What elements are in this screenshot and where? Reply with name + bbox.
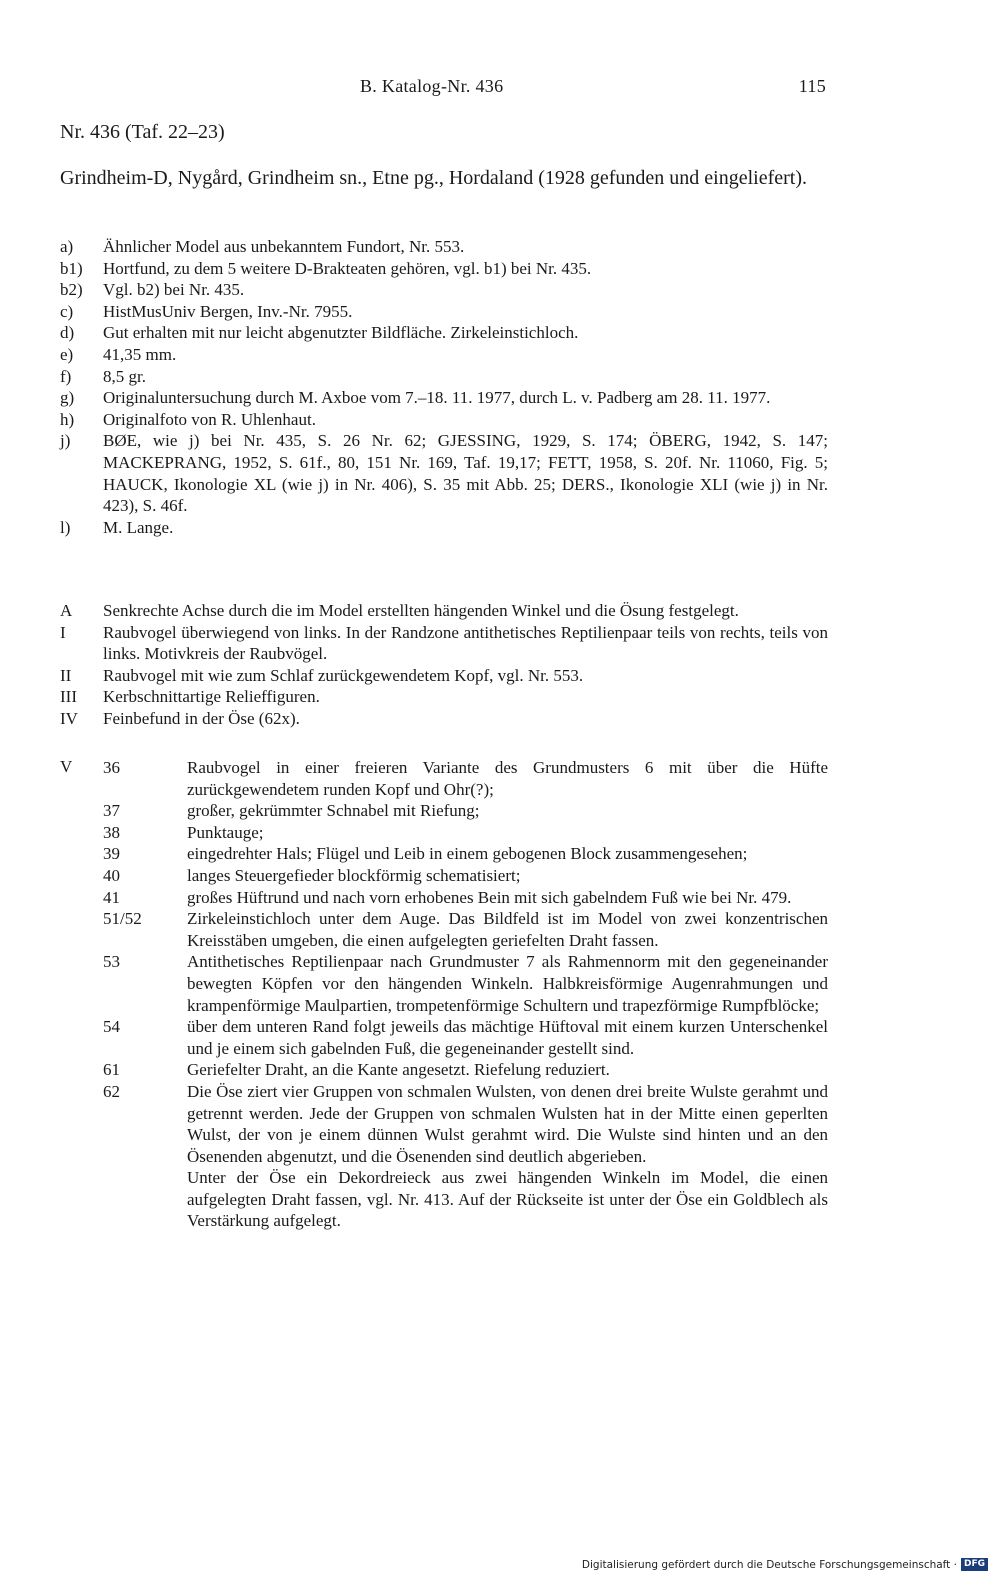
item-label: e) bbox=[60, 344, 74, 364]
metadata-item bbox=[60, 344, 828, 366]
detail-number: 53 bbox=[103, 952, 120, 972]
detail-text: Antithetisches Reptilienpaar nach Grundmuster 7 als Rahmennorm mit den gegeneinander bewegten Köpfen vor den hängenden Winkeln. Halbkreisförmige Augenrahmungen und krampenförmige Maulpartien, trompetenförmige Schultern und trapezförmige Rumpfblöcke; bbox=[187, 952, 828, 1015]
metadata-item bbox=[60, 258, 828, 280]
detail-number: 36 bbox=[103, 758, 120, 777]
item-label: l) bbox=[60, 517, 71, 537]
page-number: 115 bbox=[798, 76, 826, 96]
item-text: Feinbefund in der Öse (62x). bbox=[103, 708, 300, 728]
detail-item bbox=[103, 1059, 828, 1081]
item-text: Vgl. b2) bei Nr. 435. bbox=[103, 280, 245, 300]
details-label: V bbox=[60, 757, 73, 776]
item-label: f) bbox=[60, 366, 72, 386]
detail-item bbox=[103, 822, 828, 844]
metadata-item bbox=[60, 301, 828, 323]
detail-item bbox=[103, 1167, 828, 1232]
item-label: h) bbox=[60, 409, 75, 429]
entry-title: Nr. 436 (Taf. 22–23) bbox=[60, 121, 225, 143]
metadata-item bbox=[60, 366, 828, 388]
item-text: 8,5 gr. bbox=[103, 366, 146, 386]
item-label: a) bbox=[60, 237, 74, 256]
detail-text: eingedrehter Hals; Flügel und Leib in einem gebogenen Block zusammengesehen; bbox=[187, 844, 748, 864]
item-text: Ähnlicher Model aus unbekanntem Fundort, Nr. 553. bbox=[103, 237, 465, 256]
item-text: HistMusUniv Bergen, Inv.-Nr. 7955. bbox=[103, 301, 353, 321]
item-text: 41,35 mm. bbox=[103, 344, 177, 364]
item-text: Gut erhalten mit nur leicht abgenutzter Bildfläche. Zirkeleinstichloch. bbox=[103, 323, 579, 343]
running-head bbox=[360, 76, 826, 97]
item-text: Kerbschnittartige Relieffiguren. bbox=[103, 687, 320, 707]
item-label: b2) bbox=[60, 280, 83, 300]
item-label: g) bbox=[60, 388, 75, 408]
detail-item bbox=[103, 1016, 828, 1059]
item-label: b1) bbox=[60, 258, 83, 278]
metadata-item bbox=[60, 409, 828, 431]
metadata-list bbox=[60, 236, 828, 538]
detail-text: Zirkeleinstichloch unter dem Auge. Das Bildfeld ist im Model von zwei konzentrischen Kreisstäben umgeben, die einen aufgelegten geriefelten Draht fassen. bbox=[187, 909, 828, 950]
findspot-text: Grindheim-D, Nygård, Grindheim sn., Etne pg., Hordaland (1928 gefunden und eingeliefert). bbox=[60, 167, 808, 189]
item-label: d) bbox=[60, 323, 75, 343]
detail-item bbox=[103, 887, 828, 909]
analysis-item bbox=[60, 665, 828, 687]
item-text: Senkrechte Achse durch die im Model erstellten hängenden Winkel und die Ösung festgelegt. bbox=[103, 601, 739, 620]
detail-text: über dem unteren Rand folgt jeweils das mächtige Hüftoval mit einem kurzen Unterschenkel und je einem sich gabelnden Fuß, die gegeneinander gestellt sind. bbox=[187, 1017, 828, 1058]
item-text: Raubvogel überwiegend von links. In der Randzone antithetisches Reptilienpaar teils von rechts, teils von links. Motivkreis der Raubvögel. bbox=[103, 622, 828, 664]
detail-number: 62 bbox=[103, 1081, 120, 1101]
detail-item bbox=[103, 865, 828, 887]
detail-text: Die Öse ziert vier Gruppen von schmalen Wulsten, von denen drei breite Wulste gerahmt und getrennt werden. Jede der Gruppen von schmalen Wulsten hat in der Mitte einen geperlten Wulst, der von je einem dünnen Wulst gerahmt wird. Die Wulste sind hinten und an den Ösenenden abgenutzt, und die Ösenenden sind deutlich abgerieben. bbox=[187, 1081, 828, 1166]
item-label: c) bbox=[60, 301, 74, 321]
metadata-item bbox=[60, 517, 828, 539]
item-label: III bbox=[60, 687, 77, 707]
detail-item bbox=[103, 800, 828, 822]
detail-number: 61 bbox=[103, 1060, 120, 1080]
details-list bbox=[103, 757, 828, 1232]
analysis-item bbox=[60, 686, 828, 708]
analysis-item bbox=[60, 622, 828, 665]
item-text: Originalfoto von R. Uhlenhaut. bbox=[103, 409, 316, 429]
detail-item bbox=[103, 843, 828, 865]
detail-text: großes Hüftrund und nach vorn erhobenes Bein mit sich gabelndem Fuß wie bei Nr. 479. bbox=[187, 887, 792, 907]
detail-number: 40 bbox=[103, 865, 120, 885]
item-label: j) bbox=[60, 431, 71, 451]
analysis-list bbox=[60, 600, 828, 730]
detail-number: 54 bbox=[103, 1017, 120, 1037]
detail-item bbox=[103, 1081, 828, 1167]
detail-number: 37 bbox=[103, 801, 120, 821]
detail-text: Punktauge; bbox=[187, 822, 264, 842]
digitization-footer bbox=[582, 1558, 988, 1571]
metadata-item bbox=[60, 430, 828, 516]
detail-number: 38 bbox=[103, 822, 120, 842]
detail-number: 51/52 bbox=[103, 909, 142, 929]
metadata-item bbox=[60, 236, 828, 258]
detail-number: 41 bbox=[103, 887, 120, 907]
item-text: Hortfund, zu dem 5 weitere D-Brakteaten gehören, vgl. b1) bei Nr. 435. bbox=[103, 258, 592, 278]
item-text: M. Lange. bbox=[103, 517, 174, 537]
metadata-item bbox=[60, 279, 828, 301]
detail-item bbox=[103, 908, 828, 951]
detail-text: langes Steuergefieder blockförmig schematisiert; bbox=[187, 865, 521, 885]
metadata-item bbox=[60, 322, 828, 344]
detail-text: Geriefelter Draht, an die Kante angesetzt. Riefelung reduziert. bbox=[187, 1060, 610, 1080]
detail-text: Unter der Öse ein Dekordreieck aus zwei hängenden Winkeln im Model, die einen aufgelegten Draht fassen, vgl. Nr. 413. Auf der Rückseite ist unter der Öse ein Goldblech als Verstärkung aufgelegt. bbox=[187, 1168, 828, 1231]
item-label: II bbox=[60, 665, 72, 685]
running-title: B. Katalog-Nr. 436 bbox=[360, 76, 504, 96]
item-label: I bbox=[60, 622, 66, 642]
dfg-logo: DFG bbox=[961, 1558, 988, 1571]
item-text: Raubvogel mit wie zum Schlaf zurückgewendetem Kopf, vgl. Nr. 553. bbox=[103, 665, 584, 685]
item-label: IV bbox=[60, 708, 78, 728]
analysis-item bbox=[60, 600, 828, 622]
footer-text: Digitalisierung gefördert durch die Deutsche Forschungsgemeinschaft · bbox=[581, 1558, 957, 1571]
metadata-item bbox=[60, 387, 828, 409]
item-text: Originaluntersuchung durch M. Axboe vom 7.–18. 11. 1977, durch L. v. Padberg am 28. 11. 1977. bbox=[103, 388, 771, 408]
detail-text: Raubvogel in einer freieren Variante des Grundmusters 6 mit über die Hüfte zurückgewendetem runden Kopf und Ohr(?); bbox=[187, 758, 828, 799]
analysis-item bbox=[60, 708, 828, 730]
detail-item bbox=[103, 757, 828, 800]
item-text: BØE, wie j) bei Nr. 435, S. 26 Nr. 62; GJESSING, 1929, S. 174; ÖBERG, 1942, S. 147; MACKEPRANG, 1952, S. 61f., 80, 151 Nr. 169, Taf. 19,17; FETT, 1958, S. 20f. Nr. 11060, Fig. 5; HAUCK, Ikonologie XL (wie j) in Nr. 406), S. 35 mit Abb. 25; DERS., Ikonologie XLI (wie j) in Nr. 423), S. 46f. bbox=[103, 431, 828, 516]
detail-item bbox=[103, 951, 828, 1016]
detail-number: 39 bbox=[103, 844, 120, 864]
detail-text: großer, gekrümmter Schnabel mit Riefung; bbox=[187, 801, 480, 821]
item-label: A bbox=[60, 601, 73, 620]
